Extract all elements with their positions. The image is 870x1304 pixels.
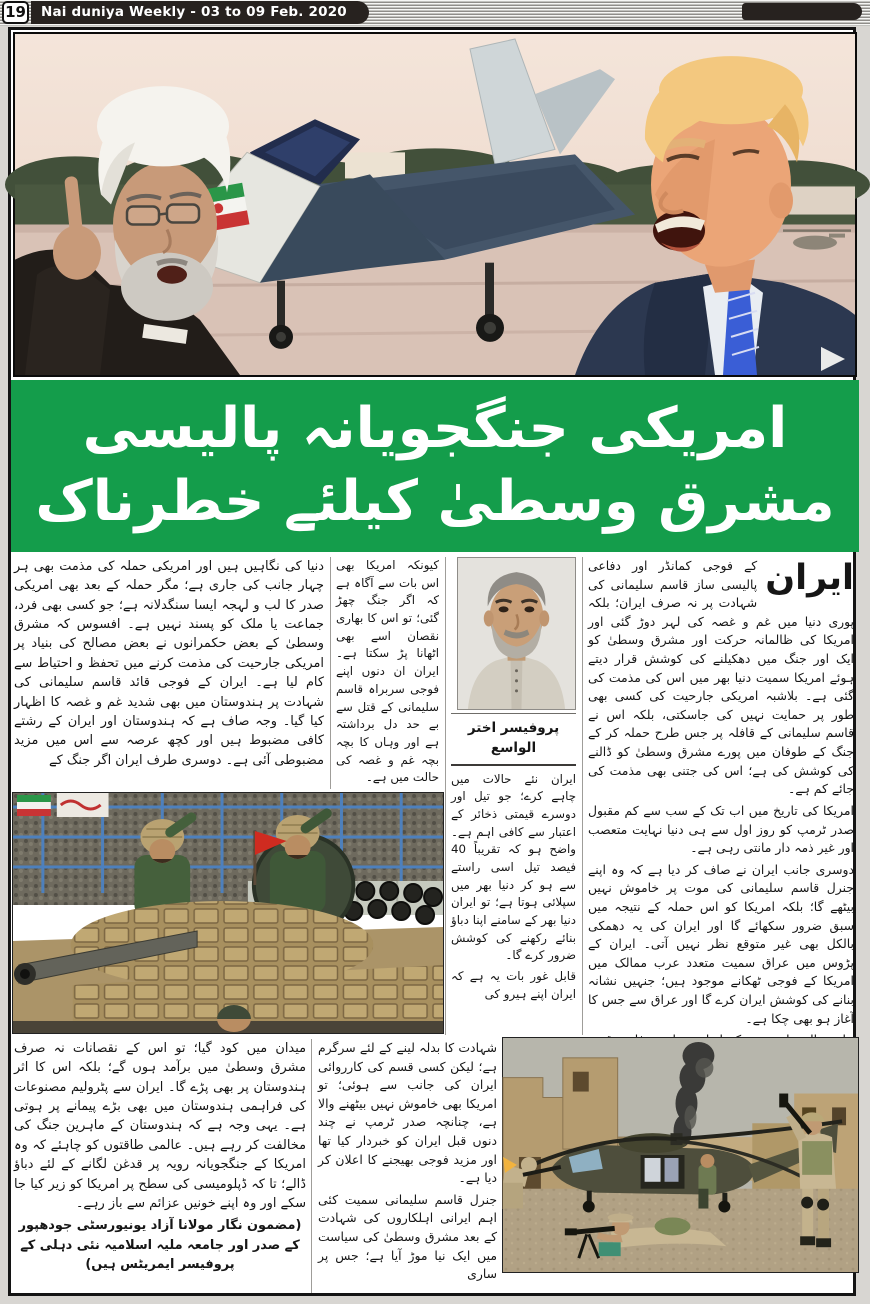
masthead: Nai duniya Weekly - 03 to 09 Feb. 2020: [31, 1, 369, 24]
body-text: جنرل قاسم سلیمانی سمیت کئی اہم ایرانی اہلکاروں کی شہادت کے بعد مشرق وسطیٰ کی سیاست میں ایک نیا موڑ آیا ہے؛ جس پر ساری: [318, 1191, 497, 1282]
author-photo: [457, 557, 576, 710]
body-text: قابل غور بات یہ ہے کہ ایران اپنے ہیرو کی: [451, 969, 576, 1001]
column-inner-left: [336, 557, 439, 789]
body-text: شہادت کا بدلہ لینے کے لئے سرگرم ہے؛ لیکن کسی قسم کی کارروائی ایران کی جانب سے ہوئی؛ تو امریکا بھی خاموش نہیں بیٹھنے والا ہے، چنانچہ صدر ٹرمپ نے چند دنوں قبل ایران کو خبردار کیا تھا اور مزید فوجی بھیجنے کا اعلان کر دیا ہے۔: [318, 1040, 497, 1186]
lead-word: ایران: [765, 558, 854, 598]
column-left-wide: [14, 557, 324, 789]
column-rule: [582, 557, 583, 1035]
author-credit: (مضمون نگار مولانا آزاد یونیورسٹی جودھپور کے صدر اور جامعہ ملیہ اسلامیہ نئی دہلی کے پروفیسر ایمریٹس ہیں): [18, 1218, 302, 1272]
iran-flag-icon: [17, 793, 109, 817]
body-text: دنیا کی نگاہیں ہیں اور امریکی حملہ کی مذمت بھی ہر چہار جانب کی جاری ہے؛ مگر حملہ کے بعد بھی امریکی صدر کا لب و لہجہ ایسا سنگدلانہ ہے؛ جو کسی بھی فرد، جماعت یا ملک کو پسند نہیں ہے۔ افسوس کہ مشرق وسطیٰ کے بعض حکمرانوں نے بعض مصالح کی بنیاد پر امریکی جارحیت کی مذمت کرنے میں تحفظ و احتیاط سے کام لیا ہے۔ ایران کے فوجی قائد قاسم سلیمانی کی شہادت پر ہندوستان میں بھی شدید غم و غصہ کا اظہار کیا گیا۔ وجہ صاف ہے کہ ہندوستان اور ایران کے رشتے کافی مضبوط ہیں اور کچھ عرصہ سے اس میں مزید مضبوطی آئی ہے۔ دوسری طرف ایران اگر جنگ کے: [14, 559, 324, 768]
column-right: [588, 557, 854, 1035]
column-rule: [445, 557, 446, 1035]
header-right-pill: [742, 3, 862, 20]
tank-scene: [13, 793, 443, 1033]
column-bottom-inner: [318, 1039, 497, 1293]
headline-banner: [11, 380, 859, 552]
body-text: کیونکہ امریکا بھی اس بات سے آگاہ ہے کہ اگر جنگ چھڑ گئی؛ تو اس کا بھاری نقصان اسے بھی اٹھانا پڑ سکتا ہے۔ ایران ان دنوں اپنے فوجی سربراہ قاسم سلیمانی کے قتل سے بے حد دل برداشتہ ہے اور وہاں کا بچہ بچہ غم و غصہ کی حالت میں ہے۔: [336, 558, 439, 785]
page-number: 19: [2, 1, 29, 24]
body-text: امریکا کی تاریخ میں اب تک کے سب سے کم مقبول صدر ٹرمپ کو روز اول سے ہی دنیا نہایت متعصب اور غیر ذمہ دار مانتی رہی ہے۔: [588, 802, 854, 856]
tank-parade-photo: [12, 792, 444, 1034]
battle-scene: [503, 1038, 858, 1272]
montage-scene: [15, 34, 855, 375]
column-rule: [330, 557, 331, 789]
author-box: [451, 557, 576, 766]
column-bottom-left: [14, 1039, 306, 1293]
headline-line-2: مشرق وسطیٰ کیلئے خطرناک: [35, 469, 835, 534]
body-text: میدان میں کود گیا؛ تو اس کے نقصانات نہ صرف مشرق وسطیٰ میں برآمد ہوں گے؛ بلکہ اس کا اثر ہندوستان پر بھی پڑے گا۔ ایران سے پٹرولیم مصنوعات کی فراہمی ہندوستان میں بھی بڑے پیمانے پر ہوتی ہے۔ یہی وجہ ہے کہ ہندوستان کے ماہرین جنگ کی مخالفت کر رہے ہیں۔ عالمی طاقتوں کو چاہئے کہ وہ امریکا کے جنگجویانہ رویہ پر قدغن لگانے کے لئے دباؤ ڈالے؛ تا کہ ڈپلومیسی کی سطح پر امریکا کو زیر کیا جا سکے اور وہ اپنے خونیں عزائم سے باز رہے۔: [14, 1041, 306, 1211]
body-text: کے فوجی کمانڈر اور دفاعی پالیسی ساز قاسم سلیمانی کی شہادت پر نہ صرف ایران؛ بلکہ پوری دنیا میں غم و غصہ کی لہر دوڑ گئی اور امریکا کی ظالمانہ حرکت اور مشرق وسطیٰ کو ایک اور جنگ میں دھکیلنے کی کوشش قرار دیتے ہوئے امریکا سمیت دنیا بھر میں اس کی مذمت کی گئی ہے۔ بلاشبہ امریکی جارحیت کی کسی بھی طور پر حمایت نہیں کی جاسکتی، بلکہ اس نے قاسم سلیمانی کے قافلہ پر جس طرح حملہ کر کے جنگ کے طوفان میں پورے مشرق وسطیٰ کو ڈالنے کی کوشش کی ہے؛ اس کی جتنی بھی مذمت کی جائے کم ہے۔: [588, 558, 854, 797]
author-name: پروفیسر اختر الواسع: [451, 713, 576, 766]
author-portrait: [458, 558, 575, 709]
rouhani-jet-trump-montage: [13, 32, 857, 377]
page-header: [0, 0, 870, 26]
lead-paragraph: [588, 557, 854, 799]
battle-scene-photo: [502, 1037, 859, 1273]
column-rule: [311, 1039, 312, 1293]
body-text: ایران نئے حالات میں چاہے کرے؛ جو تیل اور دوسرے قیمتی ذخائر کے اعتبار سے کافی اہم ہے۔ واضح ہو کہ تقریباً 40 فیصد تیل اسی راستے سے ہو کر دنیا بھر میں سپلائی ہوتا ہے؛ تو ایران دنیا بھر کے سامنے اپنا دباؤ بنائے رکھنے کی کوشش ضرور کرے گا۔: [451, 771, 576, 963]
tank-hull: [13, 901, 443, 1033]
column-middle: [451, 557, 576, 1035]
headline-line-1: امریکی جنگجویانہ پالیسی: [82, 396, 788, 462]
body-text: دوسری جانب ایران نے صاف کر دیا ہے کہ وہ اپنے جنرل قاسم سلیمانی کی موت پر خاموش نہیں بیٹھے گا؛ بلکہ امریکا کو اس حملہ کے نتیجہ میں سبق ضرور سکھائے گا اور ایران کی یہ دھمکی بالکل بھی غیر متوقع نظر نہیں آتی۔ ایران کے پڑوس میں عراق سمیت متعدد عرب ممالک میں امریکا کے فوجی ٹھکانے موجود ہیں؛ جنہیں نشانہ بنانے کی کوشش ایران کرے گا اور عراق سے جس کا آغاز ہو بھی چکا ہے۔: [588, 861, 854, 1026]
